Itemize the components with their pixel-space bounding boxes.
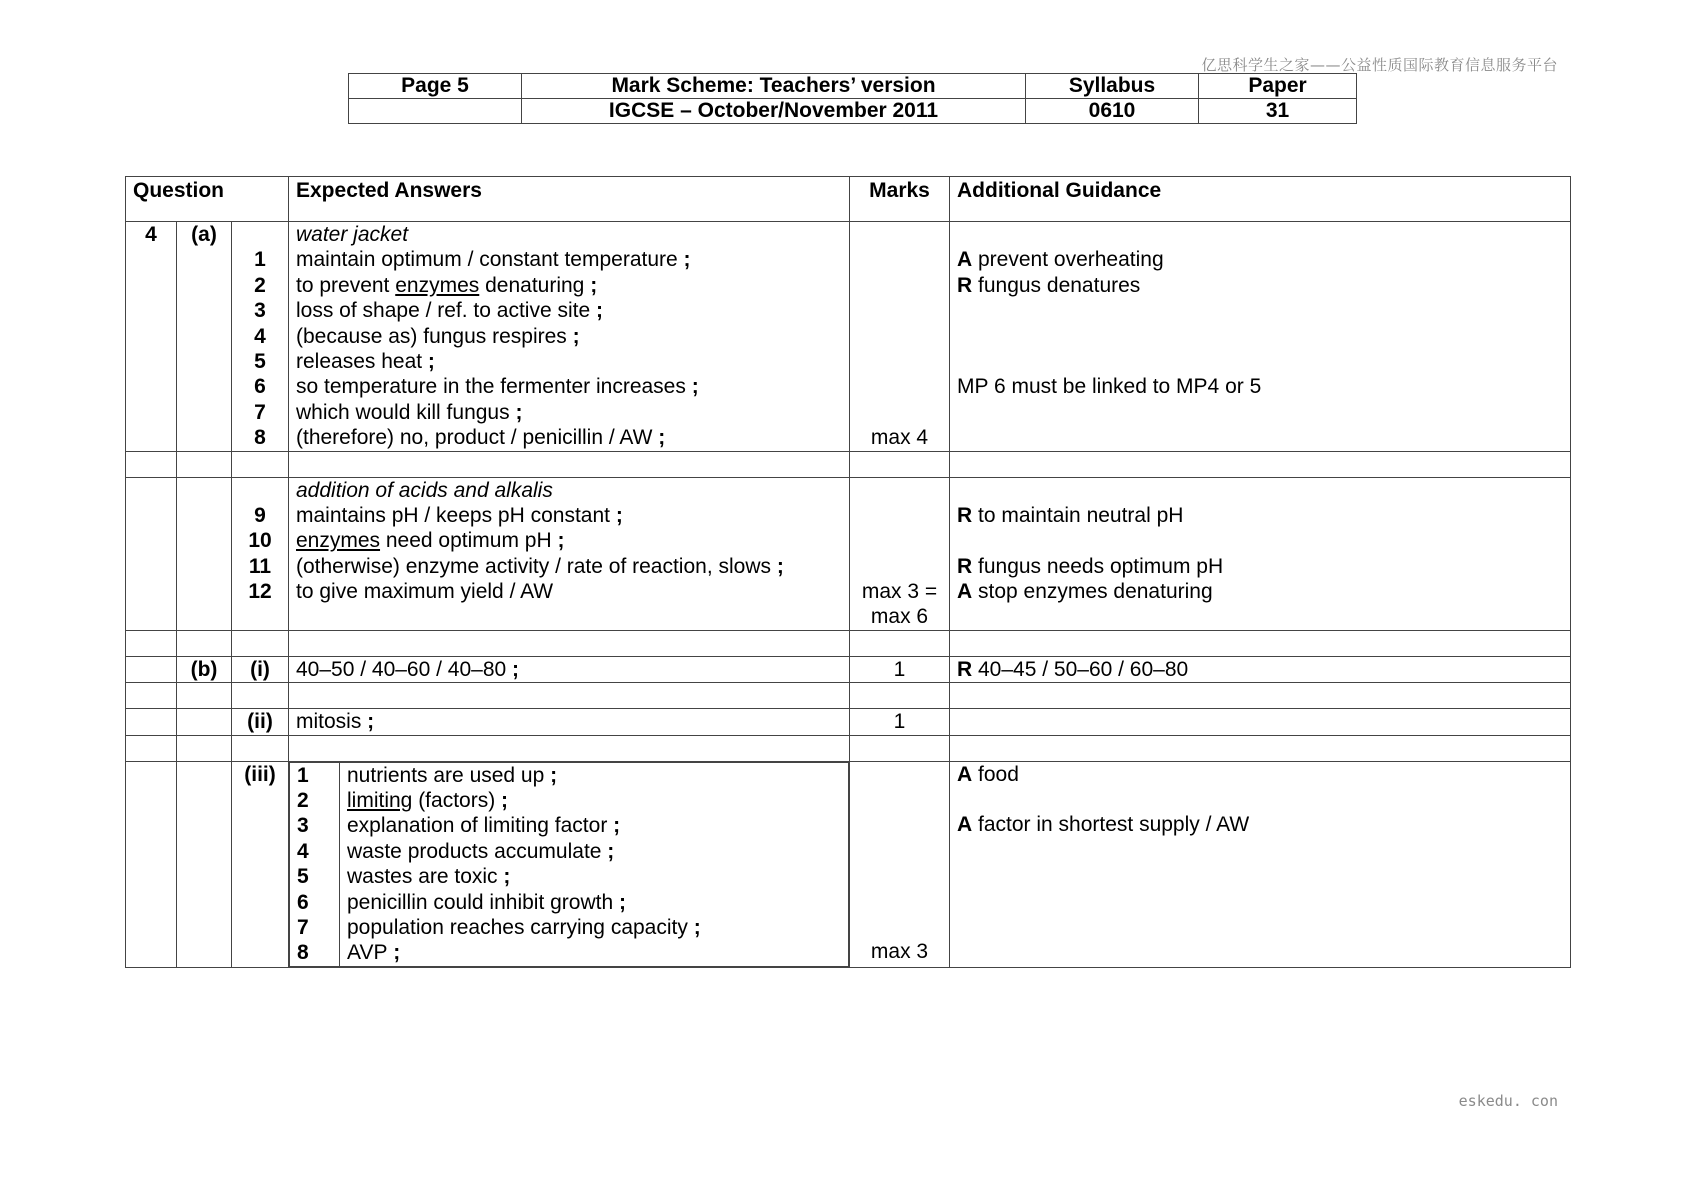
column-marks: Marks [850, 177, 950, 222]
answer-line: (otherwise) enzyme activity / rate of reaction, slows ; [296, 554, 784, 578]
footer-watermark: eskedu. con [1458, 1092, 1558, 1110]
table-row [126, 477, 1571, 630]
answer-lines [340, 762, 849, 966]
table-row [126, 222, 1571, 452]
point-numbers: 9 10 11 12 [232, 477, 289, 630]
header-title: Mark Scheme: Teachers’ version [522, 74, 1026, 99]
watermark-text: 亿思科学生之家——公益性质国际教育信息服务平台 [1201, 56, 1558, 74]
answer-line: (because as) fungus respires ; [296, 324, 580, 348]
answer-line: which would kill fungus ; [296, 400, 523, 424]
answer-line: wastes are toxic ; [347, 865, 511, 889]
answer-line: to give maximum yield / AW [296, 580, 554, 604]
expected-answers: 40–50 / 40–60 / 40–80 ; [289, 656, 850, 682]
table-row [126, 761, 1571, 967]
answer-line: waste products accumulate ; [347, 839, 615, 863]
guidance-cell: R 40–45 / 50–60 / 60–80 [950, 656, 1571, 682]
answer-line: penicillin could inhibit growth ; [347, 890, 626, 914]
part-label: (b) [177, 656, 232, 682]
answer-line: (therefore) no, product / penicillin / AW ; [296, 426, 666, 450]
column-expected-answers: Expected Answers [289, 177, 850, 222]
answer-line: maintains pH / keeps pH constant ; [296, 503, 623, 527]
table-row [126, 709, 1571, 735]
marks-cell: 1 [850, 656, 950, 682]
table-row [126, 656, 1571, 682]
spacer-row [126, 630, 1571, 656]
point-numbers: 1 2 3 4 5 6 7 8 [232, 222, 289, 452]
mark-scheme-table [125, 176, 1571, 968]
answer-line: AVP ; [347, 941, 401, 965]
marks-cell: max 4 [850, 222, 950, 452]
spacer-row [126, 683, 1571, 709]
answer-line: loss of shape / ref. to active site ; [296, 299, 603, 323]
answer-line: population reaches carrying capacity ; [347, 915, 701, 939]
marks-cell: 1 [850, 709, 950, 735]
header-paper-value: 31 [1199, 99, 1357, 124]
column-header-row [126, 177, 1571, 222]
part-label: (a) [177, 222, 232, 452]
header-paper-label: Paper [1199, 74, 1357, 99]
answer-line: nutrients are used up ; [347, 763, 558, 787]
marks-cell: max 3 = max 6 [850, 477, 950, 630]
expected-answers [289, 761, 850, 967]
spacer-row [126, 735, 1571, 761]
answer-line: so temperature in the fermenter increases ; [296, 375, 699, 399]
guidance-cell: A prevent overheating R fungus denatures MP 6 must be linked to MP4 or 5 [950, 222, 1571, 452]
subpart-label: (iii) [232, 761, 289, 967]
answer-line: enzymes need optimum pH ; [296, 529, 565, 553]
section-heading: addition of acids and alkalis [296, 478, 553, 502]
answer-line: explanation of limiting factor ; [347, 814, 621, 838]
header-syllabus-label: Syllabus [1026, 74, 1199, 99]
header-empty-cell [349, 99, 522, 124]
subpart-label: (i) [232, 656, 289, 682]
answer-line: limiting (factors) ; [347, 789, 509, 813]
expected-answers [289, 477, 850, 630]
column-guidance: Additional Guidance [950, 177, 1571, 222]
question-number: 4 [126, 222, 177, 452]
section-heading: water jacket [296, 223, 409, 246]
answer-line: to prevent enzymes denaturing ; [296, 273, 598, 297]
marks-cell: max 3 [850, 761, 950, 967]
expected-answers [289, 222, 850, 452]
point-numbers: 1 2 3 4 5 6 7 8 [290, 762, 340, 966]
header-exam: IGCSE – October/November 2011 [522, 99, 1026, 124]
guidance-cell: R to maintain neutral pH R fungus needs optimum pH A stop enzymes denaturing [950, 477, 1571, 630]
iii-answer-subtable [289, 762, 849, 967]
spacer-row [126, 451, 1571, 477]
subpart-label: (ii) [232, 709, 289, 735]
header-page: Page 5 [349, 74, 522, 99]
header-table [348, 73, 1357, 124]
answer-line: releases heat ; [296, 349, 435, 373]
guidance-cell [950, 709, 1571, 735]
expected-answers: mitosis ; [289, 709, 850, 735]
header-syllabus-value: 0610 [1026, 99, 1199, 124]
answer-line: maintain optimum / constant temperature ; [296, 248, 691, 272]
column-question: Question [126, 177, 289, 222]
guidance-cell: A food A factor in shortest supply / AW [950, 761, 1571, 967]
